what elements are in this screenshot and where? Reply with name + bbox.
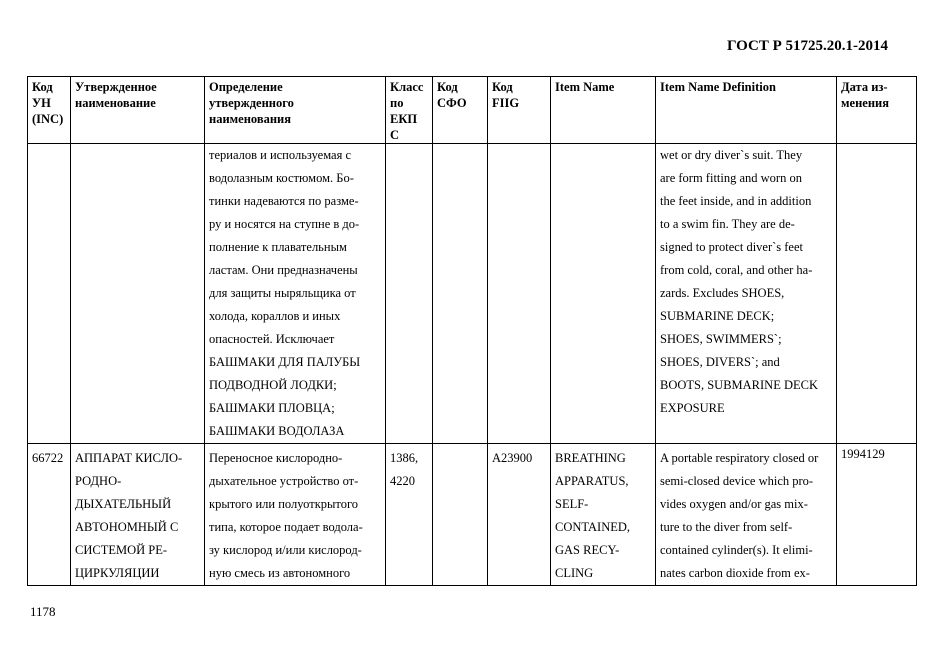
header-text-line: Определение [209,80,283,94]
cell-text-line: from cold, coral, and other ha- [660,263,813,277]
header-text-line: ЕКП [390,112,418,126]
cell-item-name [551,144,656,444]
page-number: 1178 [30,604,56,619]
cell-text-line: wet or dry diver`s suit. They [660,148,803,162]
cell-text-line: ру и носятся на ступне в до- [209,217,360,231]
header-text-line: Item Name Definition [660,80,776,94]
cell-class-ekps [386,144,433,444]
header-text-line: утвержденного [209,96,294,110]
cell-text-line: холода, кораллов и иных [209,309,341,323]
col-header-change-date [837,77,917,144]
cell-text-line: ПОДВОДНОЙ ЛОДКИ; [209,378,337,392]
cell-text-line: 4220 [390,474,415,488]
header-text-line: менения [841,96,889,110]
header-text-line: Утвержденное [75,80,157,94]
cell-item-name-definition [656,444,837,586]
header-text-line: С [390,128,400,142]
cell-text-line: типа, которое подает водола- [209,520,363,534]
cell-text-line: АППАРАТ КИСЛО- [75,451,183,465]
header-text-line: СФО [437,96,467,110]
cell-change-date: 1994129 [837,444,917,586]
cell-text-line: тинки надеваются по разме- [209,194,359,208]
col-header-class-ekps [386,77,433,144]
cell-text-line: signed to protect diver`s feet [660,240,804,254]
cell-text-line: дыхательное устройство от- [209,474,359,488]
cell-text-line: ture to the diver from self- [660,520,793,534]
col-header-item-name-definition [656,77,837,144]
cell-text-line: EXPOSURE [660,401,725,415]
cell-text-line: Переносное кислородно- [209,451,343,465]
cell-text-line: the feet inside, and in addition [660,194,812,208]
cell-text-line: для защиты ныряльщика от [209,286,356,300]
cell-inc [28,144,71,444]
cell-text-line: CLING [555,566,594,580]
cell-text-line: SELF- [555,497,589,511]
cell-text-line: крытого или полуоткрытого [209,497,359,511]
cell-change-date [837,144,917,444]
cell-inc: 66722 [28,444,71,586]
cell-text-line: contained cylinder(s). It elimi- [660,543,813,557]
cell-definition-ru [205,144,386,444]
header-text-line: УН [32,96,51,110]
cell-text-line: nates carbon dioxide from ex- [660,566,810,580]
cell-definition-en [656,144,837,444]
table-header-row [28,77,917,144]
cell-text-line: APPARATUS, [555,474,629,488]
cell-text-line: териалов и используемая с [209,148,351,162]
document-code: ГОСТ Р 51725.20.1-2014 [726,38,888,54]
cell-text-line: БАШМАКИ ДЛЯ ПАЛУБЫ [209,355,361,369]
header-text-line: Класс [390,80,424,94]
cell-text-line: BREATHING [555,451,626,465]
col-header-approved-name [71,77,205,144]
cell-text-line: ную смесь из автономного [209,566,351,580]
cell-text-line: to a swim fin. They are de- [660,217,795,231]
header-text-line: Дата из- [841,80,888,94]
cell-text-line: полнение к плавательным [209,240,347,254]
cell-text-line: ЦИРКУЛЯЦИИ [75,566,160,580]
header-text-line: Item Name [555,80,615,94]
cell-text-line: РОДНО- [75,474,122,488]
cell-text-line: водолазным костюмом. Бо- [209,171,354,185]
cell-text-line: semi-closed device which pro- [660,474,814,488]
header-text-line: FIIG [492,96,520,110]
cell-sfo [433,144,488,444]
header-text-line: Код [32,80,53,94]
header-text-line: Код [437,80,458,94]
catalog-table [27,76,917,586]
cell-text-line: BOOTS, SUBMARINE DECK [660,378,819,392]
cell-text-line: A portable respiratory closed or [660,451,819,465]
cell-text-line: SHOES, DIVERS`; and [660,355,780,369]
cell-text-line: АВТОНОМНЫЙ С [75,520,179,534]
cell-text-line: SHOES, SWIMMERS`; [660,332,782,346]
cell-text-line: опасностей. Исключает [209,332,335,346]
cell-text-line: CONTAINED, [555,520,631,534]
cell-text-line: are form fitting and worn on [660,171,802,185]
cell-approved-name [71,444,205,586]
cell-sfo [433,444,488,586]
header-text-line: по [390,96,404,110]
col-header-item-name [551,77,656,144]
cell-text-line: зу кислород и/или кислород- [209,543,362,557]
cell-text-line: 1386, [390,451,419,465]
header-text-line: наименования [209,112,292,126]
header-text-line: наименование [75,96,156,110]
cell-text-line: zards. Excludes SHOES, [660,286,785,300]
cell-fiig: A23900 [488,444,551,586]
cell-text-line: СИСТЕМОЙ РЕ- [75,543,168,557]
cell-fiig [488,144,551,444]
cell-text-line: vides oxygen and/or gas mix- [660,497,808,511]
cell-text-line: SUBMARINE DECK; [660,309,775,323]
col-header-fiig [488,77,551,144]
cell-text-line: БАШМАКИ ВОДОЛАЗА [209,424,345,438]
cell-definition-ru [205,444,386,586]
cell-class-ekps [386,444,433,586]
header-text-line: Код [492,80,513,94]
cell-approved-name [71,144,205,444]
header-text-line: (INC) [32,112,64,126]
cell-text-line: ДЫХАТЕЛЬНЫЙ [75,497,172,511]
cell-text-line: GAS RECY- [555,543,620,557]
col-header-definition [205,77,386,144]
table-row-continuation [28,144,917,444]
cell-text-line: БАШМАКИ ПЛОВЦА; [209,401,335,415]
cell-item-name [551,444,656,586]
table-row [28,444,917,586]
col-header-inc [28,77,71,144]
cell-text-line: ластам. Они предназначены [209,263,358,277]
col-header-sfo [433,77,488,144]
